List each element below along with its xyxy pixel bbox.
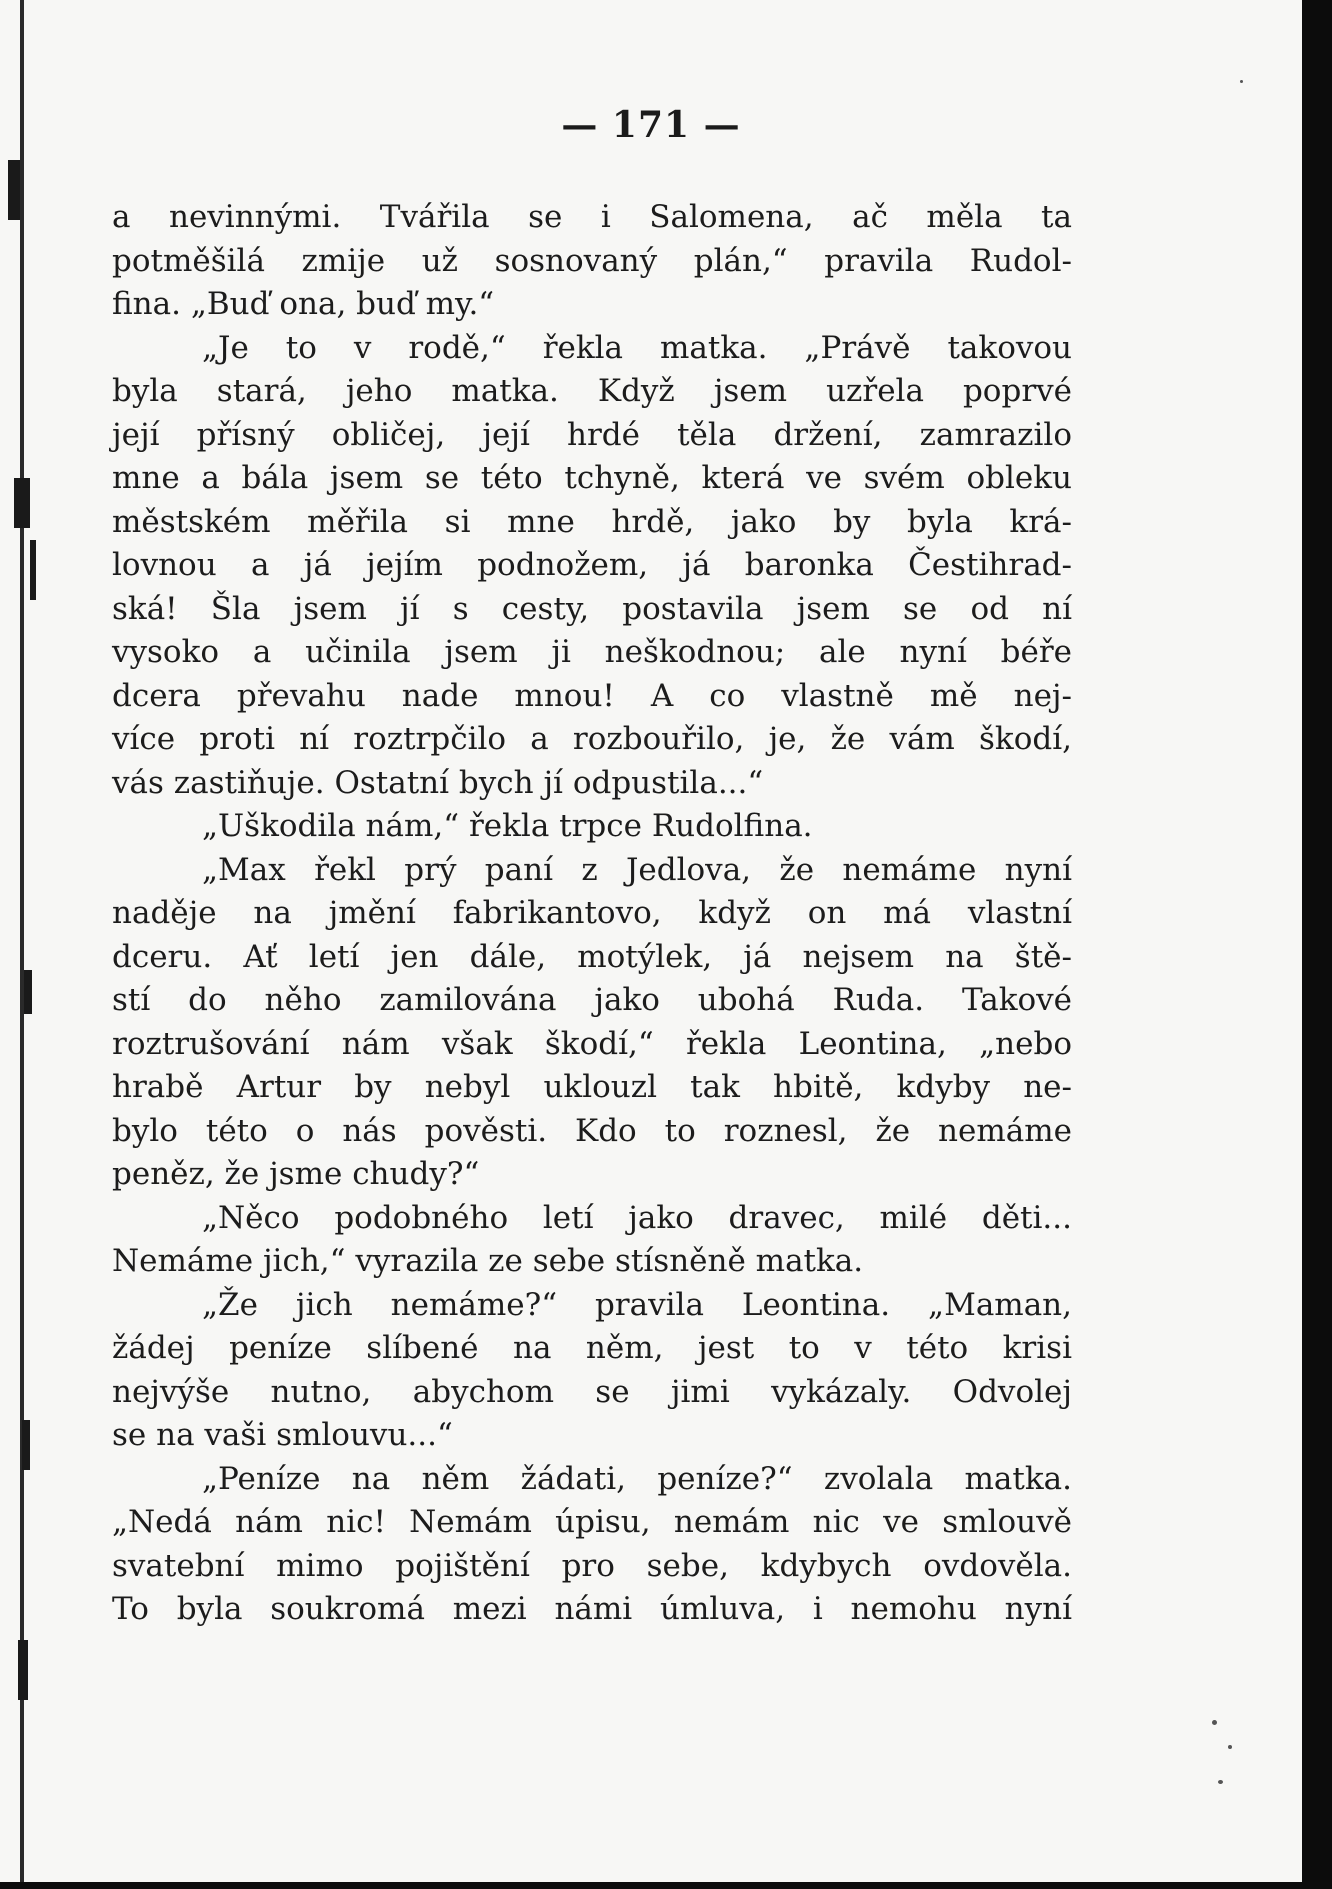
page-number: — 171 — (561, 104, 741, 146)
text-line: vysoko a učinila jsem ji neškodnou; ale nyní béře (112, 634, 1072, 670)
text-line: nejvýše nutno, abychom se jimi vykázaly. Odvolej (112, 1373, 1072, 1410)
text-line: byla stará, jeho matka. Když jsem uzřela poprvé (112, 373, 1072, 409)
scan-mark (14, 478, 30, 528)
text-line: fina. „Buď ona, buď my.“ (112, 286, 495, 322)
text-line: její přísný obličej, její hrdé těla držení, zamrazilo (112, 416, 1072, 453)
text-line: mne a bála jsem se této tchyně, která ve svém obleku (112, 460, 1072, 496)
text-line: „Peníze na něm žádati, peníze?“ zvolala matka. (202, 1460, 1072, 1497)
dust-speck (1228, 1745, 1232, 1749)
text-line: svatební mimo pojištění pro sebe, kdybych ovdověla. (112, 1547, 1072, 1584)
text-line: peněz, že jsme chudy?“ (112, 1156, 480, 1192)
text-line: Nemáme jich,“ vyrazila ze sebe stísněně matka. (112, 1243, 864, 1279)
text-line: více proti ní roztrpčilo a rozbouřilo, je, že vám škodí, (112, 721, 1072, 757)
text-line: žádej peníze slíbené na něm, jest to v této krisi (112, 1330, 1072, 1366)
text-line: roztrušování nám však škodí,“ řekla Leontina, „nebo (112, 1025, 1072, 1062)
text-line: lovnou a já jejím podnožem, já baronka Čestihrad- (112, 547, 1072, 583)
binding-edge (20, 0, 24, 1889)
scan-mark (8, 160, 20, 220)
text-line: „Max řekl prý paní z Jedlova, že nemáme nyní (202, 851, 1072, 888)
text-line: dcera převahu nade mnou! A co vlastně mě nej- (112, 677, 1072, 714)
text-line: ská! Šla jsem jí s cesty, postavila jsem se od ní (112, 590, 1072, 627)
scan-mark (24, 970, 32, 1014)
text-line: stí do něho zamilována jako ubohá Ruda. Takové (112, 982, 1072, 1018)
text-line: vás zastiňuje. Ostatní bych jí odpustila...“ (112, 764, 764, 801)
body-text (112, 196, 1072, 1632)
text-line: hrabě Artur by nebyl uklouzl tak hbitě, kdyby ne- (112, 1069, 1072, 1105)
text-line: „Je to v rodě,“ řekla matka. „Právě takovou (202, 329, 1072, 366)
dust-speck (1212, 1720, 1217, 1725)
text-line: „Že jich nemáme?“ pravila Leontina. „Maman, (202, 1286, 1072, 1323)
text-line: a nevinnými. Tvářila se i Salomena, ač měla ta (112, 199, 1072, 235)
text-line: dceru. Ať letí jen dále, motýlek, já nejsem na ště- (112, 938, 1072, 975)
text-line: bylo této o nás pověsti. Kdo to roznesl, že nemáme (112, 1112, 1072, 1149)
text-line: To byla soukromá mezi námi úmluva, i nemohu nyní (112, 1591, 1072, 1627)
scan-border-bottom (0, 1882, 1332, 1889)
dust-speck (1218, 1780, 1223, 1784)
scan-border-right (1302, 0, 1332, 1889)
text-line: „Něco podobného letí jako dravec, milé děti... (202, 1199, 1072, 1236)
text-line: městském měřila si mne hrdě, jako by byla krá- (112, 503, 1072, 540)
text-line: se na vaši smlouvu...“ (112, 1417, 453, 1453)
text-line: potměšilá zmije už sosnovaný plán,“ pravila Rudol- (112, 242, 1072, 279)
text-line: naděje na jmění fabrikantovo, když on má vlastní (112, 895, 1072, 931)
text-line: „Nedá nám nic! Nemám úpisu, nemám nic ve smlouvě (112, 1504, 1072, 1540)
scan-mark (22, 1420, 30, 1470)
dust-speck (1240, 80, 1243, 83)
scan-mark (18, 1640, 28, 1700)
scan-mark (30, 540, 36, 600)
text-line: „Uškodila nám,“ řekla trpce Rudolfina. (202, 808, 813, 844)
